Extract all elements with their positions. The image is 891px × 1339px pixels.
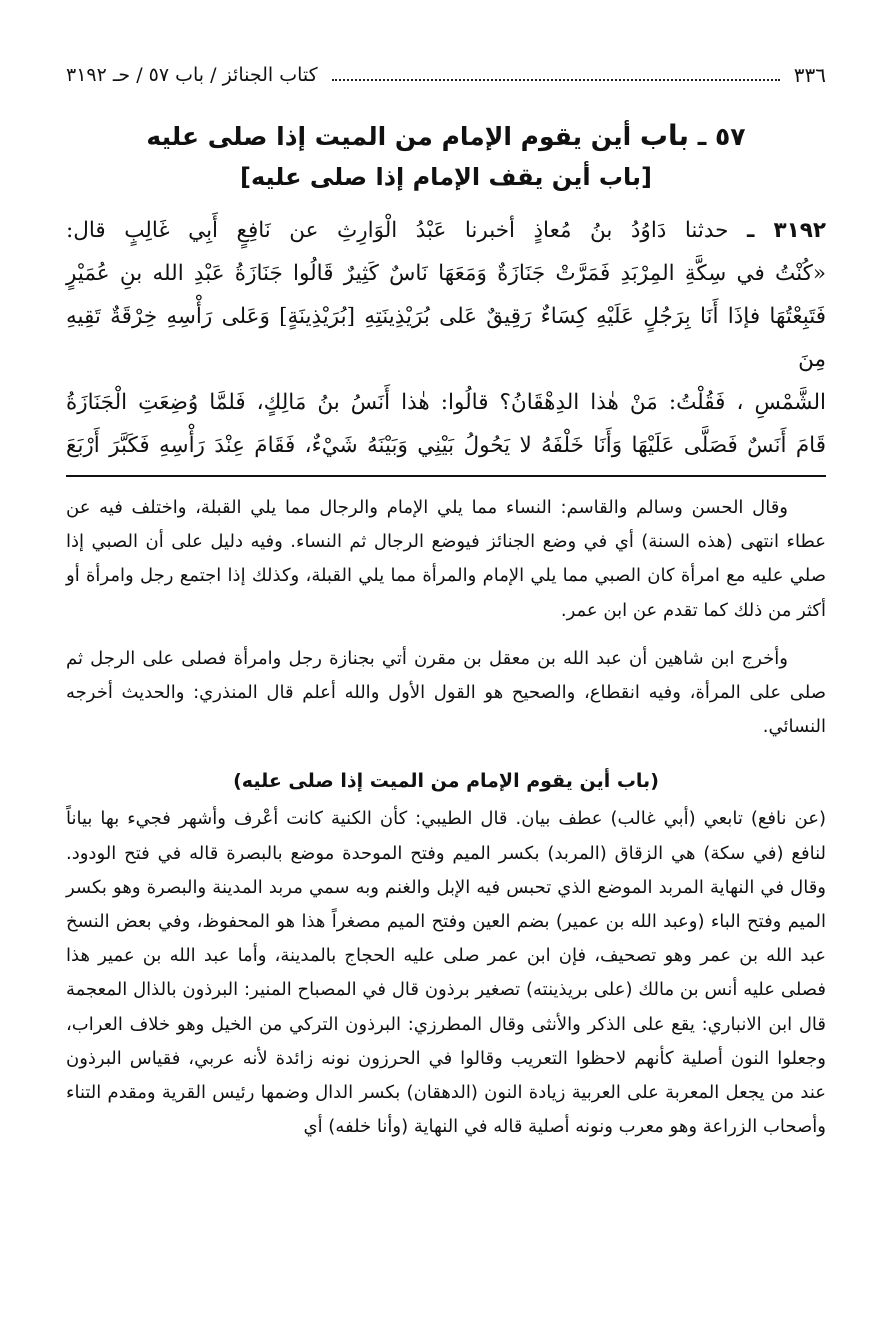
page-number: ٣٣٦ <box>793 63 826 87</box>
hadith-line: «كُنْتُ في سِكَّةِ المِرْبَدِ فَمَرَّتْ جَنَازَةٌ وَمَعَهَا نَاسٌ كَثِيرٌ قَالُوا جَنَازَةُ عَبْدِ الله بنِ عُمَيْرٍ <box>66 261 826 286</box>
text-commentary-divider <box>66 475 826 477</box>
commentary-heading: (باب أين يقوم الإمام من الميت إذا صلى عليه) <box>233 770 659 793</box>
commentary-paragraph: (عن نافع) تابعي (أبي غالب) عطف بيان. قال الطيبي: كأن الكنية كانت أعْرف وأشهر فجيء بها بياناً لنافع (في سكة) هي الزقاق (المربد) بكسر الميم وفتح الموحدة موضع بالبصرة قاله في فتح الودود. وقال في النهاية المربد الموضع الذي تحبس فيه الإبل والغنم وبه سمي مربد المدينة والبصرة وهو بكسر الميم وفتح الباء (وعبد الله بن عمير) بضم العين وفتح الميم مصغراً هذا هو المحفوظ، وفي بعض النسخ عبد الله بن عمر وهو تصحيف، فإن ابن عمر صلى عليه الحجاج بالمدينة، وأما عبد الله بن عمير هذا فصلى عليه أنس بن مالك (على بريذينته) تصغير برذون قال في المصباح المنير: البرذون بالذال المعجمة قال ابن الانباري: يقع على الذكر والأنثى وقال المطرزي: البرذون التركي من الخيل وهو خلاف العراب، وجعلوا النون أصلية كأنهم لاحظوا التعريب وقالوا في الحرزون نونه زائدة لأنه عربي، فقياس البرذون عند من يجعل المعربة على العربية زيادة النون (الدهقان) بكسر الدال وضمها رئيس القرية ومقدم التناء وأصحاب الزراعة وهو معرب ونونه أصلية قاله في النهاية (وأنا خلفه) أي <box>66 808 826 1138</box>
chapter-title: أين يقوم الإمام من الميت إذا صلى عليه <box>146 122 632 151</box>
hadith-text <box>66 209 826 467</box>
chapter-bab-word: باب <box>639 119 690 152</box>
hadith-line: ٣١٩٢ ـ حدثنا دَاوُدُ بنُ مُعاذٍ أخبرنا عَبْدُ الْوَارِثِ عن نَافِعٍ أَبِي غَالِبٍ قال: <box>66 218 826 243</box>
book-page <box>66 60 826 1144</box>
commentary-paragraph: وأخرج ابن شاهين أن عبد الله بن معقل بن مقرن أتي بجنازة رجل وامرأة فصلى على الرجل ثم صلى على المرأة، وفيه انقطاع، والصحيح هو القول الأول والله أعلم قال المنذري: والحديث أخرجه النسائي. <box>66 647 826 738</box>
hadith-line: الشَّمْسِ ، فَقُلْتُ: مَنْ هٰذا الدِهْقَانُ؟ قالُوا: هٰذا أَنَسُ بنُ مَالِكٍ، فَلمَّا وُضِعَتِ الْجَنَازَةُ <box>66 390 826 415</box>
commentary <box>66 491 826 1144</box>
running-title: كتاب الجنائز / باب ٥٧ / حـ ٣١٩٢ <box>66 64 318 86</box>
hadith-number: ٣١٩٢ ـ <box>746 218 826 243</box>
chapter-alt-title: [باب أين يقف الإمام إذا صلى عليه] <box>239 163 653 191</box>
commentary-paragraph: وقال الحسن وسالم والقاسم: النساء مما يلي الإمام والرجال مما يلي القبلة، واختلف فيه عن عطاء انتهى (هذه السنة) أي في وضع الجنائز فيوضع الرجال ثم النساء. وفيه دليل على أن الصبي إذا صلي عليه مع امرأة كان الصبي مما يلي الإمام والمرأة مما يلي القبلة، وكذلك إذا اجتمع رجل وامرأة أو أكثر من ذلك كما تقدم عن ابن عمر. <box>66 497 826 621</box>
chapter-heading <box>66 116 826 157</box>
running-header <box>66 60 826 90</box>
hadith-line: قَامَ أَنَسٌ فَصَلَّى عَلَيْهَا وَأَنَا خَلْفَهُ لا يَحُولُ بَيْنِي وَبَيْنَهُ شَيْءٌ، فَقَامَ عِنْدَ رَأْسِهِ فَكَبَّرَ أَرْبَعَ <box>66 433 826 458</box>
hadith-line: فَتَبِعْتُهَا فإذَا أَنَا بِرَجُلٍ عَلَيْهِ كِسَاءٌ رَقِيقٌ عَلى بُرَيْذِينَتِهِ [بُرَيْذِينَةٍ] وَعَلى رَأْسِهِ خِرْقَةٌ تَقِيهِ مِنَ <box>66 304 826 372</box>
header-leader-dots <box>332 69 780 81</box>
chapter-number: ٥٧ ـ <box>697 122 746 151</box>
